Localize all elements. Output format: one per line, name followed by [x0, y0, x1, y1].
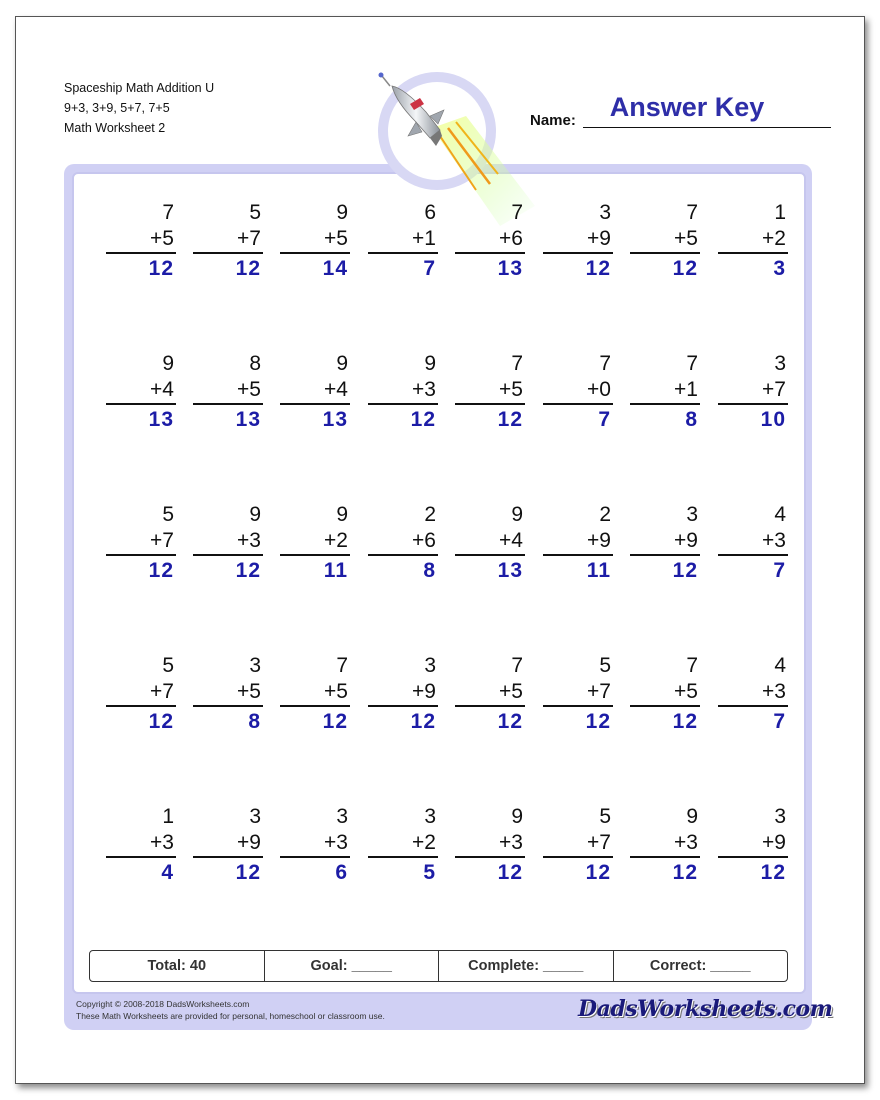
answer: 7	[423, 257, 436, 280]
addend-top: 4	[774, 654, 786, 677]
addend-bottom: +2	[368, 830, 438, 858]
answer: 12	[410, 710, 436, 733]
addend-bottom: +2	[718, 226, 788, 254]
problem	[368, 200, 438, 284]
addend-top: 7	[599, 352, 611, 375]
problem	[280, 502, 350, 586]
addend-bottom: +3	[280, 830, 350, 858]
answer: 12	[148, 710, 174, 733]
problem	[455, 804, 525, 888]
addend-bottom: +5	[630, 679, 700, 707]
problem	[280, 804, 350, 888]
problem	[106, 502, 176, 586]
addend-bottom: +3	[718, 528, 788, 556]
answer: 12	[148, 559, 174, 582]
addend-top: 1	[774, 201, 786, 224]
usage-line: These Math Worksheets are provided for personal, homeschool or classroom use.	[76, 1011, 385, 1021]
addend-bottom: +5	[630, 226, 700, 254]
addend-bottom: +6	[368, 528, 438, 556]
problem	[543, 653, 613, 737]
problem	[455, 351, 525, 435]
addend-bottom: +6	[455, 226, 525, 254]
problem	[280, 200, 350, 284]
problem	[193, 351, 263, 435]
problem	[630, 502, 700, 586]
addend-bottom: +7	[106, 528, 176, 556]
answer: 12	[497, 861, 523, 884]
answer: 6	[335, 861, 348, 884]
addend-bottom: +2	[280, 528, 350, 556]
addend-top: 1	[162, 805, 174, 828]
addend-top: 4	[774, 503, 786, 526]
addend-bottom: +0	[543, 377, 613, 405]
addend-bottom: +7	[543, 830, 613, 858]
addend-bottom: +9	[718, 830, 788, 858]
addend-bottom: +7	[106, 679, 176, 707]
addend-top: 9	[686, 805, 698, 828]
addend-top: 9	[249, 503, 261, 526]
problem	[455, 502, 525, 586]
answer: 7	[598, 408, 611, 431]
problem	[718, 351, 788, 435]
problem	[368, 351, 438, 435]
answer: 12	[410, 408, 436, 431]
answer: 4	[161, 861, 174, 884]
answer: 5	[423, 861, 436, 884]
addend-top: 3	[599, 201, 611, 224]
problem	[543, 804, 613, 888]
brand-logo: DadsWorksheets.com	[578, 996, 833, 1022]
addend-bottom: +3	[718, 679, 788, 707]
addend-top: 2	[424, 503, 436, 526]
worksheet-title-block	[64, 78, 214, 138]
copyright-line: Copyright © 2008-2018 DadsWorksheets.com	[76, 999, 250, 1009]
problem	[106, 200, 176, 284]
problem	[280, 351, 350, 435]
problem	[368, 804, 438, 888]
addend-top: 9	[336, 201, 348, 224]
answer: 12	[148, 257, 174, 280]
name-line	[583, 127, 831, 128]
addend-top: 3	[249, 805, 261, 828]
answer: 12	[672, 559, 698, 582]
addend-top: 7	[686, 654, 698, 677]
answer: 8	[423, 559, 436, 582]
answer: 13	[235, 408, 261, 431]
problem	[106, 653, 176, 737]
addend-bottom: +4	[106, 377, 176, 405]
copyright-block	[76, 998, 385, 1022]
addend-bottom: +4	[280, 377, 350, 405]
addend-top: 9	[424, 352, 436, 375]
title-line-2: 9+3, 3+9, 5+7, 7+5	[64, 101, 170, 115]
problem	[543, 502, 613, 586]
addend-top: 7	[511, 352, 523, 375]
addend-bottom: +7	[193, 226, 263, 254]
addend-top: 7	[162, 201, 174, 224]
problem	[280, 653, 350, 737]
answer: 12	[585, 710, 611, 733]
answer: 12	[497, 408, 523, 431]
problem	[193, 502, 263, 586]
answer: 11	[323, 559, 348, 582]
title-line-3: Math Worksheet 2	[64, 121, 166, 135]
problem	[718, 653, 788, 737]
problem	[193, 804, 263, 888]
addend-top: 3	[774, 352, 786, 375]
problem	[718, 804, 788, 888]
addend-top: 5	[162, 503, 174, 526]
addend-top: 2	[599, 503, 611, 526]
problem	[193, 653, 263, 737]
addend-bottom: +5	[193, 377, 263, 405]
addend-bottom: +9	[368, 679, 438, 707]
problem	[543, 351, 613, 435]
answer-key-label: Answer Key	[609, 92, 765, 122]
addend-bottom: +3	[630, 830, 700, 858]
problem	[718, 200, 788, 284]
addend-top: 7	[511, 201, 523, 224]
answer: 7	[773, 559, 786, 582]
answer: 14	[322, 257, 348, 280]
answer: 12	[497, 710, 523, 733]
addend-top: 5	[599, 654, 611, 677]
addend-bottom: +5	[106, 226, 176, 254]
addend-top: 6	[424, 201, 436, 224]
problem	[368, 653, 438, 737]
addend-top: 3	[424, 805, 436, 828]
problem	[630, 351, 700, 435]
addend-bottom: +9	[543, 528, 613, 556]
answer: 12	[672, 710, 698, 733]
addend-top: 9	[511, 503, 523, 526]
problem	[193, 200, 263, 284]
answer: 3	[773, 257, 786, 280]
problem	[455, 200, 525, 284]
answer: 12	[585, 257, 611, 280]
addend-top: 5	[599, 805, 611, 828]
problem	[630, 200, 700, 284]
addend-bottom: +9	[543, 226, 613, 254]
answer: 13	[148, 408, 174, 431]
addend-top: 5	[249, 201, 261, 224]
answer: 12	[322, 710, 348, 733]
name-label: Name:	[530, 112, 576, 129]
problem	[455, 653, 525, 737]
answer: 12	[672, 861, 698, 884]
addend-bottom: +1	[630, 377, 700, 405]
addend-bottom: +7	[543, 679, 613, 707]
problem	[106, 804, 176, 888]
answer: 12	[760, 861, 786, 884]
addend-bottom: +1	[368, 226, 438, 254]
addend-top: 9	[162, 352, 174, 375]
problem	[630, 804, 700, 888]
addend-top: 7	[336, 654, 348, 677]
addend-bottom: +3	[193, 528, 263, 556]
answer: 12	[235, 861, 261, 884]
addend-bottom: +9	[193, 830, 263, 858]
addend-bottom: +5	[455, 377, 525, 405]
addend-top: 3	[686, 503, 698, 526]
answer: 13	[497, 559, 523, 582]
problem	[106, 351, 176, 435]
answer: 13	[322, 408, 348, 431]
addend-bottom: +5	[193, 679, 263, 707]
problem	[718, 502, 788, 586]
addend-top: 3	[774, 805, 786, 828]
addend-top: 3	[249, 654, 261, 677]
addend-top: 7	[686, 352, 698, 375]
addend-bottom: +5	[280, 679, 350, 707]
addend-bottom: +5	[280, 226, 350, 254]
score-box	[89, 950, 788, 982]
addend-top: 9	[336, 352, 348, 375]
addend-top: 9	[511, 805, 523, 828]
addend-top: 9	[336, 503, 348, 526]
title-line-1: Spaceship Math Addition U	[64, 81, 215, 95]
addend-top: 5	[162, 654, 174, 677]
answer: 12	[235, 257, 261, 280]
problem	[543, 200, 613, 284]
answer: 8	[685, 408, 698, 431]
answer: 11	[586, 559, 611, 582]
complete-cell: Complete: _____	[439, 951, 614, 981]
addend-top: 8	[249, 352, 261, 375]
addend-top: 7	[511, 654, 523, 677]
problem	[368, 502, 438, 586]
addend-bottom: +4	[455, 528, 525, 556]
correct-cell: Correct: _____	[649, 958, 751, 974]
answer: 10	[760, 408, 786, 431]
answer: 13	[497, 257, 523, 280]
addend-bottom: +3	[106, 830, 176, 858]
addend-bottom: +5	[455, 679, 525, 707]
addend-bottom: +9	[630, 528, 700, 556]
answer: 12	[235, 559, 261, 582]
addend-top: 3	[424, 654, 436, 677]
answer: 12	[672, 257, 698, 280]
addend-bottom: +3	[455, 830, 525, 858]
addend-top: 3	[336, 805, 348, 828]
total-cell: Total: 40	[90, 951, 265, 981]
answer: 12	[585, 861, 611, 884]
addend-bottom: +3	[368, 377, 438, 405]
problem	[630, 653, 700, 737]
addend-top: 7	[686, 201, 698, 224]
addend-bottom: +7	[718, 377, 788, 405]
answer: 8	[248, 710, 261, 733]
answer: 7	[773, 710, 786, 733]
goal-cell: Goal: _____	[265, 951, 440, 981]
